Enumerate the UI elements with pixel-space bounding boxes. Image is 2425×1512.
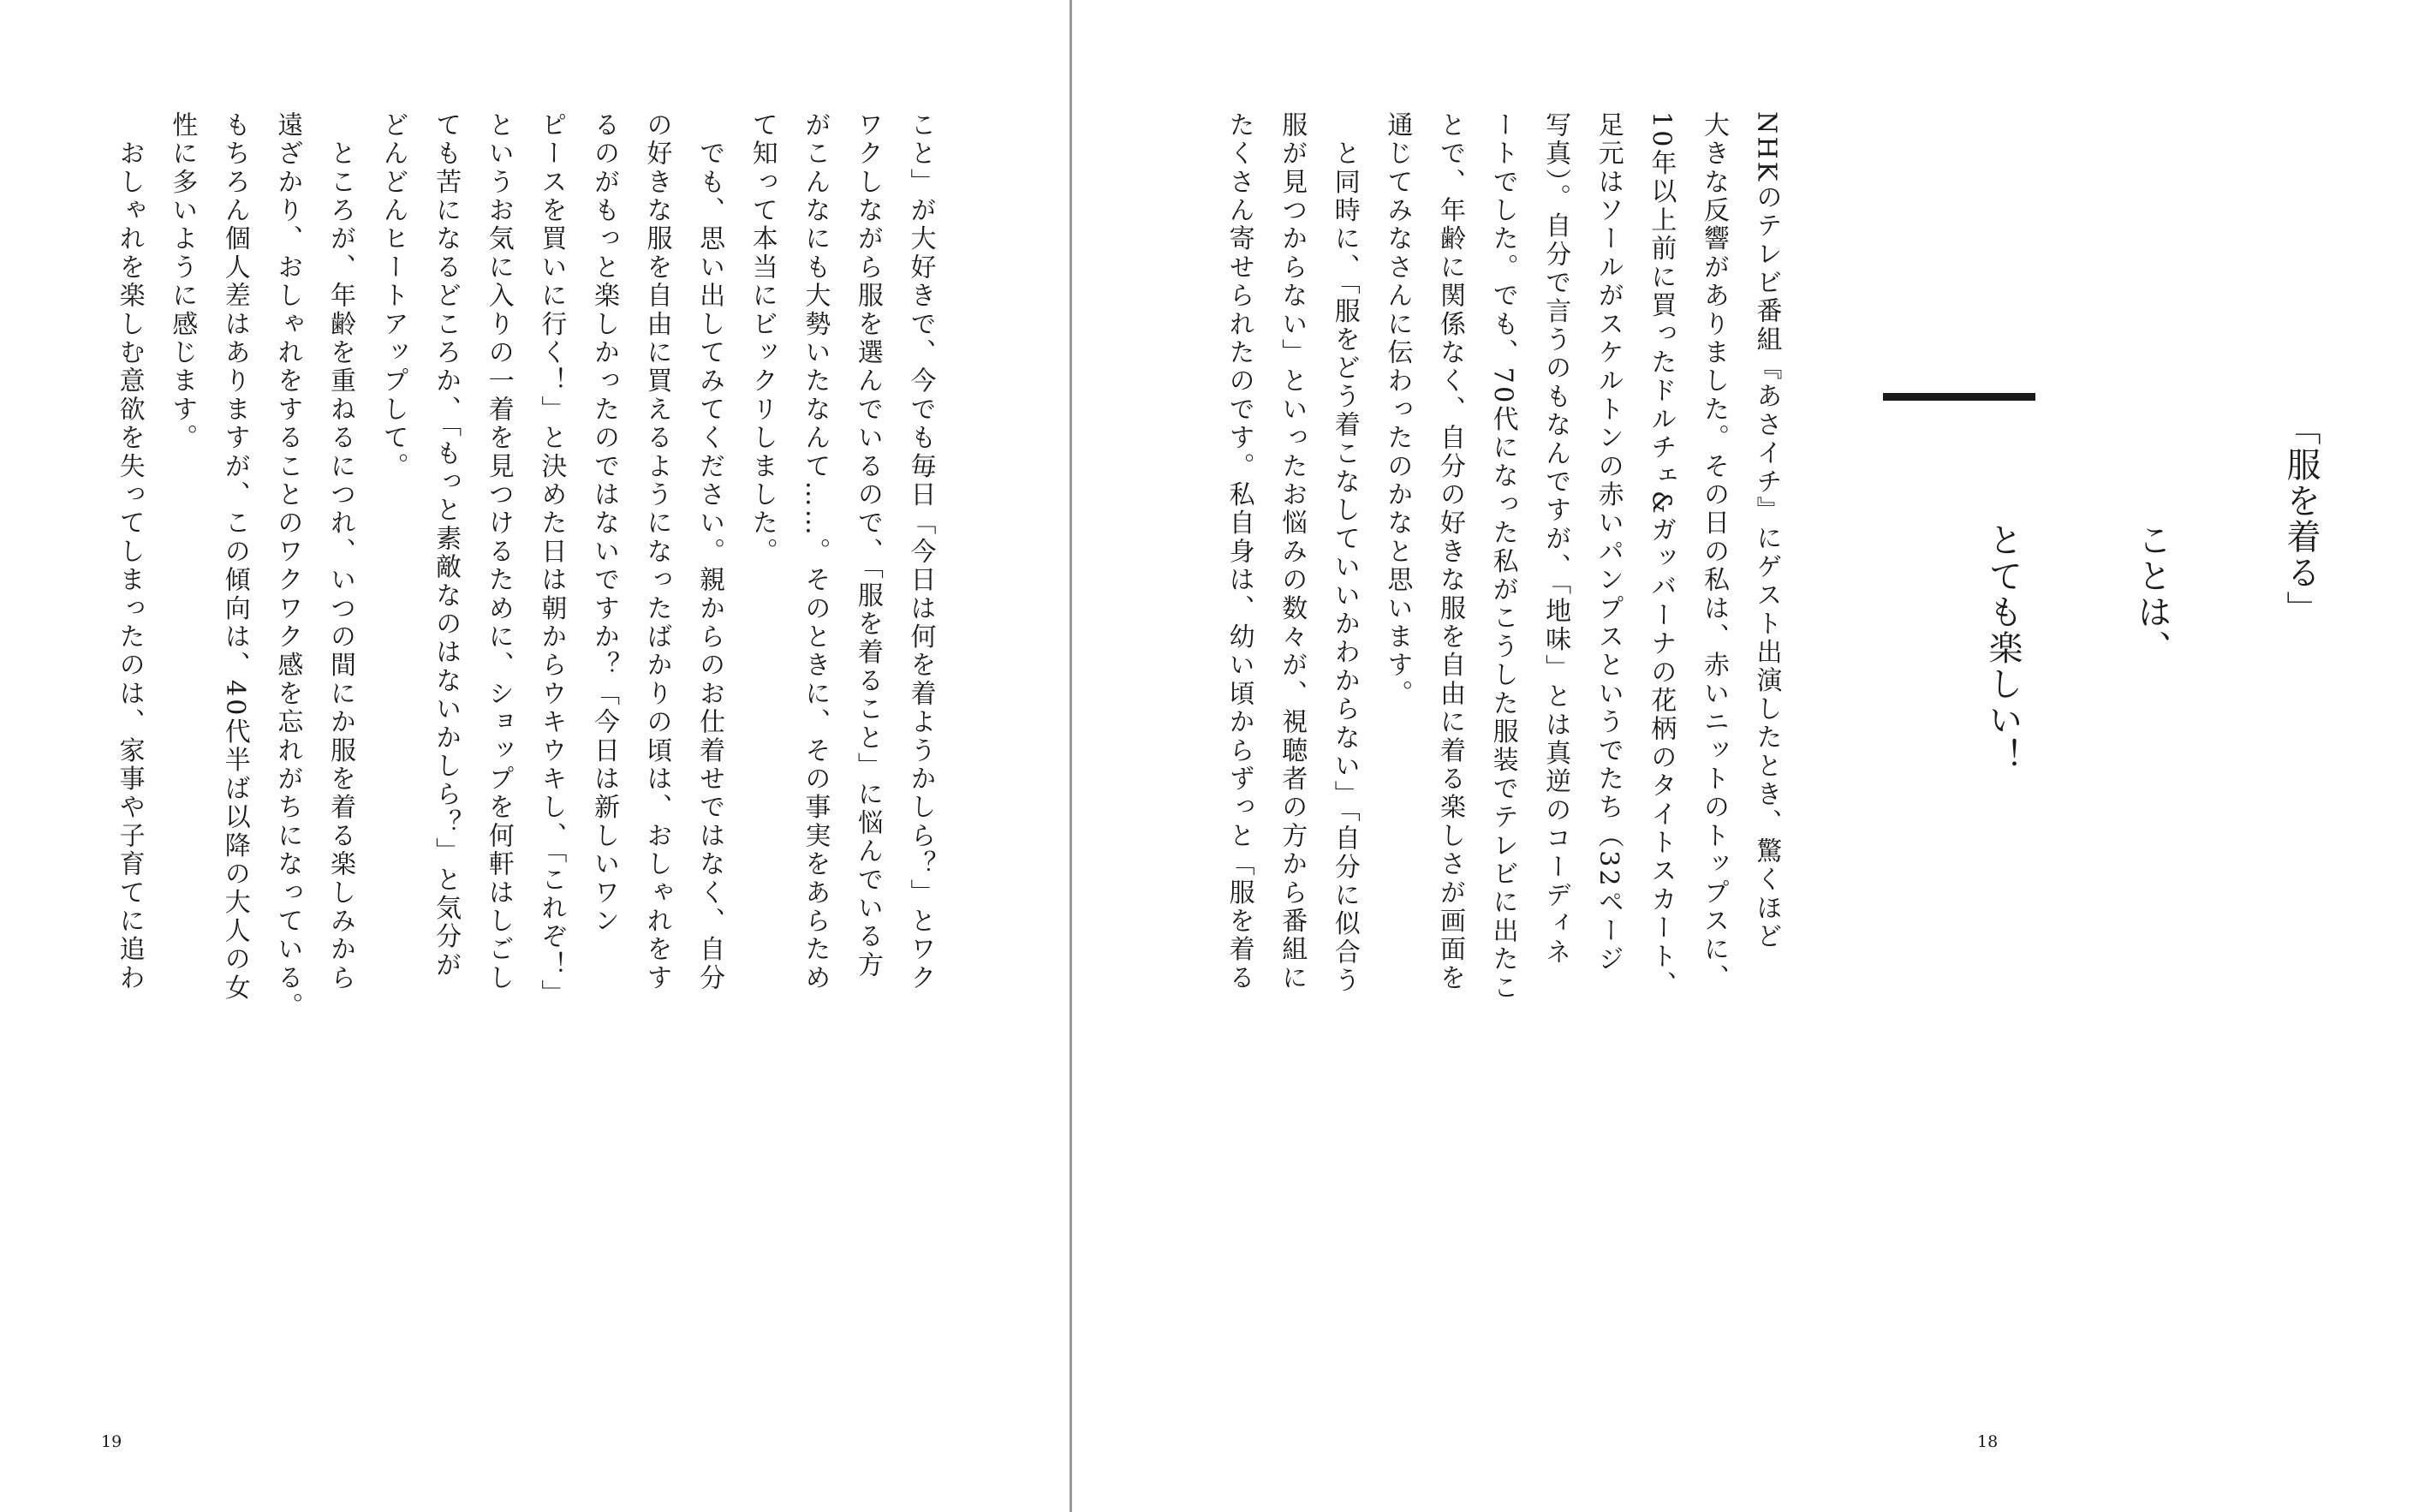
left-body-line: 遠ざかり、おしゃれをすることのワクワク感を忘れがちになっている。 bbox=[272, 111, 303, 1021]
left-body-line: て知って本当にビックリしました。 bbox=[747, 111, 778, 567]
right-body-line: 10年以上前に買ったドルチェ&ガッバーナの花柄のタイトスカート、 bbox=[1646, 111, 1677, 1000]
right-page-body-text bbox=[1212, 111, 1793, 1010]
right-body-line: 服が見つからない」といったお悩みの数々が、視聴者の方から番組に bbox=[1277, 111, 1308, 993]
left-body-line: ワクしながら服を選んでいるので、「服を着ること」に悩んでいる方 bbox=[852, 111, 883, 980]
right-body-line: ートでした。でも、70代になった私がこうした服装でテレビに出たこ bbox=[1487, 111, 1518, 1003]
heading-rule bbox=[1883, 393, 2035, 401]
left-body-line: おしゃれを楽しむ意欲を失ってしまったのは、家事や子育てに追わ bbox=[114, 111, 145, 993]
page-number-right: 18 bbox=[1977, 1432, 1999, 1451]
left-page-body-text bbox=[103, 111, 947, 1021]
left-body-line: がこんなにも大勢いたなんて……。そのときに、その事実をあらため bbox=[800, 111, 831, 993]
right-body-line: 写真）。自分で言うのもなんですが、「地味」とは真逆のコーディネ bbox=[1540, 111, 1571, 967]
right-body-line: と同時に、「服をどう着こなしていいかわからない」「自分に似合う bbox=[1329, 111, 1360, 996]
right-body-line: NHKのテレビ番組『あさイチ』にゲスト出演したとき、驚くほど bbox=[1751, 111, 1782, 951]
left-body-line: ところが、年齢を重ねるにつれ、いつの間にか服を着る楽しみから bbox=[325, 111, 355, 993]
left-body-line: もちろん個人差はありますが、この傾向は、40代半ば以降の大人の女 bbox=[219, 111, 250, 1003]
page-number-left: 19 bbox=[101, 1432, 122, 1451]
left-body-line: というお気に入りの一着を見つけるために、ショップを何軒はしごし bbox=[483, 111, 514, 993]
left-body-line: ピースを買いに行く！」と決めた日は朝からウキウキし、「これぞ！」 bbox=[536, 111, 567, 1009]
right-body-line: 足元はソールがスケルトンの赤いパンプスというでたち（32ページ bbox=[1593, 111, 1624, 974]
left-body-line: どんどんヒートアップして。 bbox=[378, 111, 408, 481]
right-body-line: 大きな反響がありました。その日の私は、赤いニットのトップスに、 bbox=[1698, 111, 1729, 993]
left-body-line: ても苦になるどころか、「もっと素敵なのはないかしら？」と気分が bbox=[431, 111, 462, 980]
right-body-line: たくさん寄せられたのです。私自身は、幼い頃からずっと「服を着る bbox=[1224, 111, 1254, 993]
section-heading bbox=[1879, 411, 2425, 774]
heading-line-3: とても楽しい！ bbox=[1983, 522, 2023, 774]
heading-line-2: ことは、 bbox=[2132, 522, 2172, 666]
heading-line-1: 「服を着る」 bbox=[2281, 411, 2321, 627]
right-body-line: とで、年齢に関係なく、自分の好きな服を自由に着る楽しさが画面を bbox=[1434, 111, 1465, 993]
left-body-line: 性に多いように感じます。 bbox=[167, 111, 198, 453]
left-body-line: こと」が大好きで、今でも毎日「今日は何を着ようかしら？」とワク bbox=[905, 111, 936, 993]
left-body-line: の好きな服を自由に買えるようになったばかりの頃は、おしゃれをす bbox=[641, 111, 672, 993]
right-body-line: 通じてみなさんに伝わったのかなと思います。 bbox=[1382, 111, 1413, 709]
left-body-line: るのがもっと楽しかったのではないですか？「今日は新しいワン bbox=[588, 111, 619, 936]
left-body-line: でも、思い出してみてください。親からのお仕着せではなく、自分 bbox=[694, 111, 725, 993]
left-page bbox=[0, 0, 1070, 1512]
right-page bbox=[1072, 0, 2321, 1512]
